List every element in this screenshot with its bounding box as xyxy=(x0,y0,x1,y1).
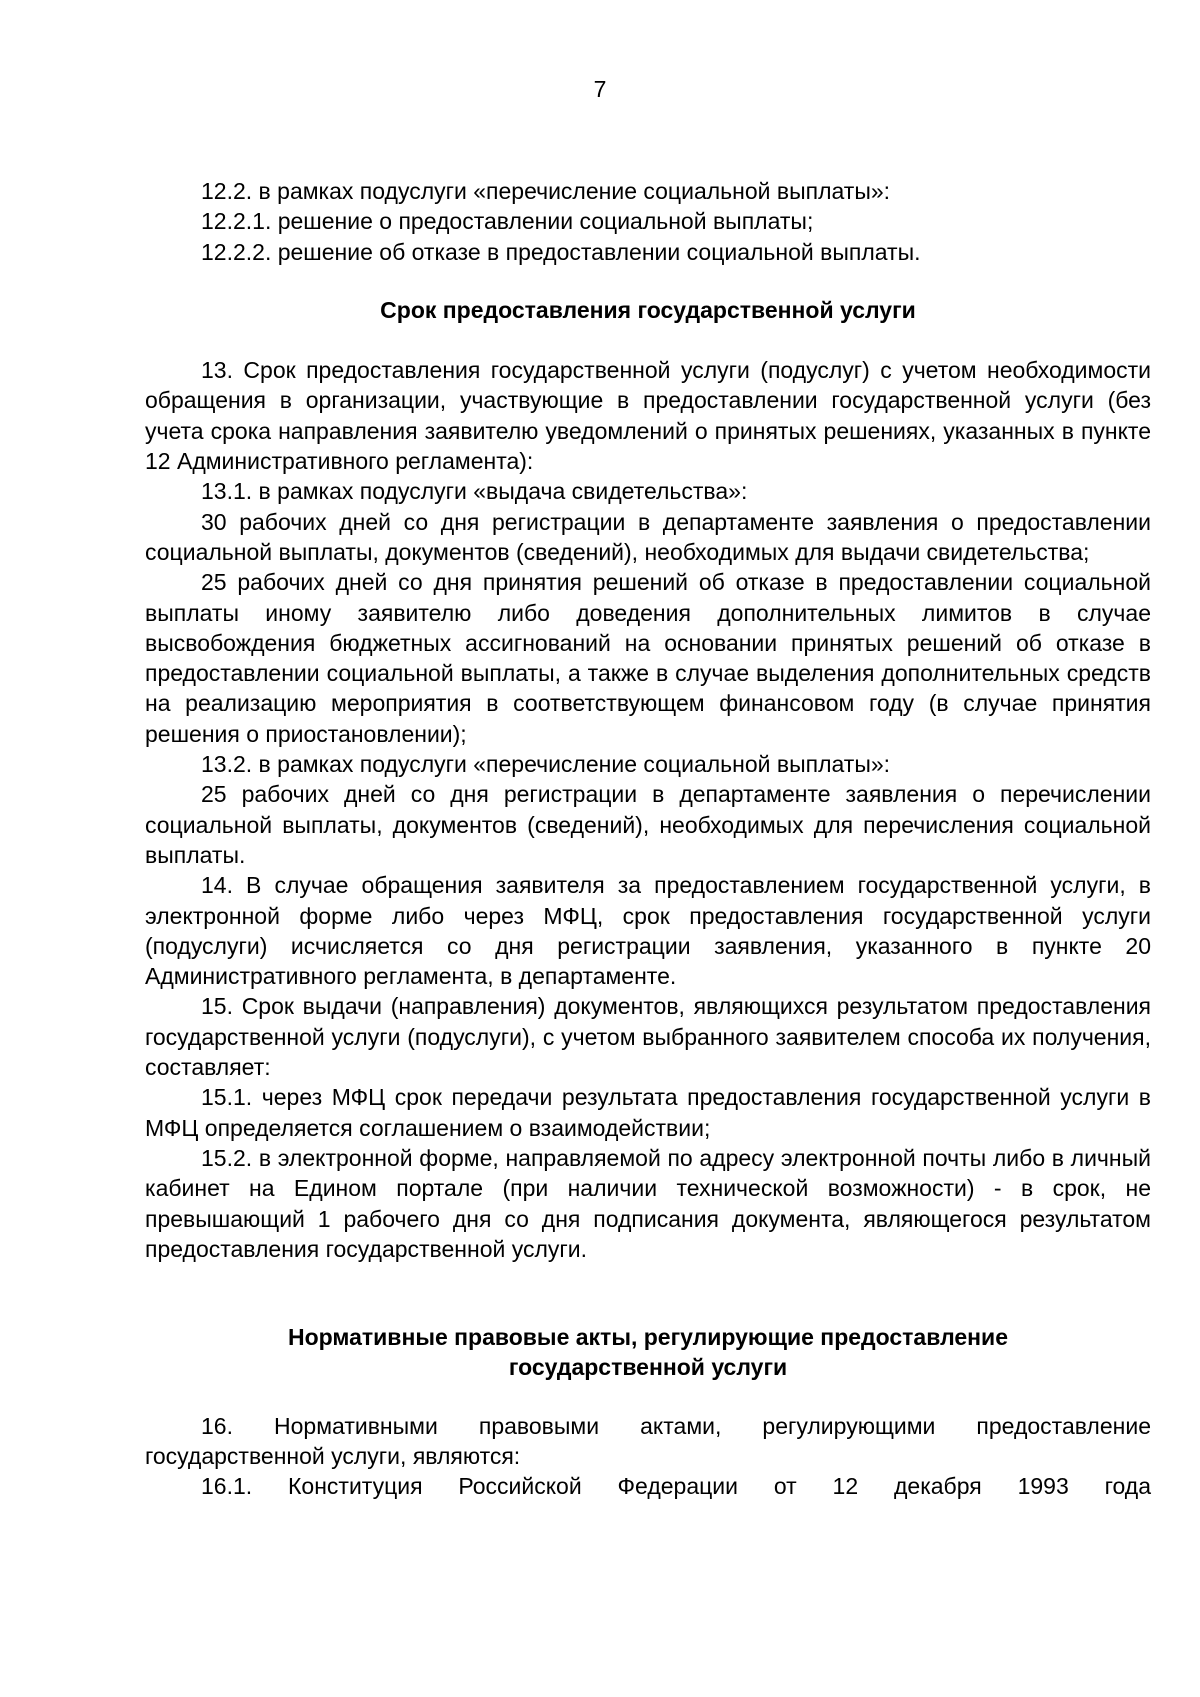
spacer xyxy=(145,1264,1151,1322)
paragraph-14: 14. В случае обращения заявителя за предоставлением государственной услуги, в электронной форме либо через МФЦ, срок предоставления государственной услуги (подуслуги) исчисляется со дня регистрации заявления, указанного в пункте 20 Административного регламента, в департаменте. xyxy=(145,872,1151,990)
paragraph-13-2: 13.2. в рамках подуслуги «перечисление социальной выплаты»: xyxy=(201,751,891,778)
paragraph-12-2-2: 12.2.2. решение об отказе в предоставлении социальной выплаты. xyxy=(201,238,921,265)
spacer xyxy=(145,267,1151,295)
section-heading-legal-acts-line2: государственной услуги xyxy=(508,1354,788,1381)
page-number: 7 xyxy=(593,76,607,102)
paragraph-16: 16. Нормативными правовыми актами, регулирующими предоставление государственной услуги, являются: xyxy=(145,1412,1151,1469)
paragraph-15-2: 15.2. в электронной форме, направляемой по адресу электронной почты либо в личный кабинет на Едином портале (при наличии технической возможности) - в срок, не превышающий 1 рабочего дня со дня подписания документа, являющегося результатом предоставления государственной услуги. xyxy=(145,1144,1151,1262)
paragraph-13-1-b: 25 рабочих дней со дня принятия решений об отказе в предоставлении социальной выплаты иному заявителю либо доведения дополнительных лимитов в случае высвобождения бюджетных ассигнований на основании принятых решений об отказе в предоставлении социальной выплаты, а также в случае выделения дополнительных средств на реализацию мероприятия в соответствующем финансовом году (в случае принятия решения о приостановлении); xyxy=(145,569,1151,747)
paragraph-13-1-a: 30 рабочих дней со дня регистрации в департаменте заявления о предоставлении социальной выплаты, документов (сведений), необходимых для выдачи свидетельства; xyxy=(145,508,1151,565)
paragraph-13-1: 13.1. в рамках подуслуги «выдача свидетельства»: xyxy=(201,478,748,505)
section-heading-term: Срок предоставления государственной услуги xyxy=(380,296,916,323)
paragraph-15-1: 15.1. через МФЦ срок передачи результата предоставления государственной услуги в МФЦ определяется соглашением о взаимодействии; xyxy=(145,1084,1151,1141)
spacer xyxy=(145,325,1151,355)
section-heading-legal-acts-line1: Нормативные правовые акты, регулирующие предоставление xyxy=(288,1324,1008,1351)
paragraph-16-1: 16.1. Конституция Российской Федерации от 12 декабря 1993 года xyxy=(201,1473,1151,1500)
spacer xyxy=(145,1383,1151,1411)
paragraph-12-2-1: 12.2.1. решение о предоставлении социальной выплаты; xyxy=(201,208,814,235)
document-body xyxy=(145,176,1151,1502)
paragraph-13: 13. Срок предоставления государственной услуги (подуслуг) с учетом необходимости обращения в организации, участвующие в предоставлении государственной услуги (без учета срока направления заявителю уведомлений о принятых решениях, указанных в пункте 12 Административного регламента): xyxy=(145,357,1151,475)
paragraph-12-2: 12.2. в рамках подуслуги «перечисление социальной выплаты»: xyxy=(201,178,891,204)
paragraph-15: 15. Срок выдачи (направления) документов, являющихся результатом предоставления государственной услуги (подуслуги), с учетом выбранного заявителем способа их получения, составляет: xyxy=(145,993,1151,1081)
paragraph-13-2-a: 25 рабочих дней со дня регистрации в департаменте заявления о перечислении социальной выплаты, документов (сведений), необходимых для перечисления социальной выплаты. xyxy=(145,781,1151,868)
